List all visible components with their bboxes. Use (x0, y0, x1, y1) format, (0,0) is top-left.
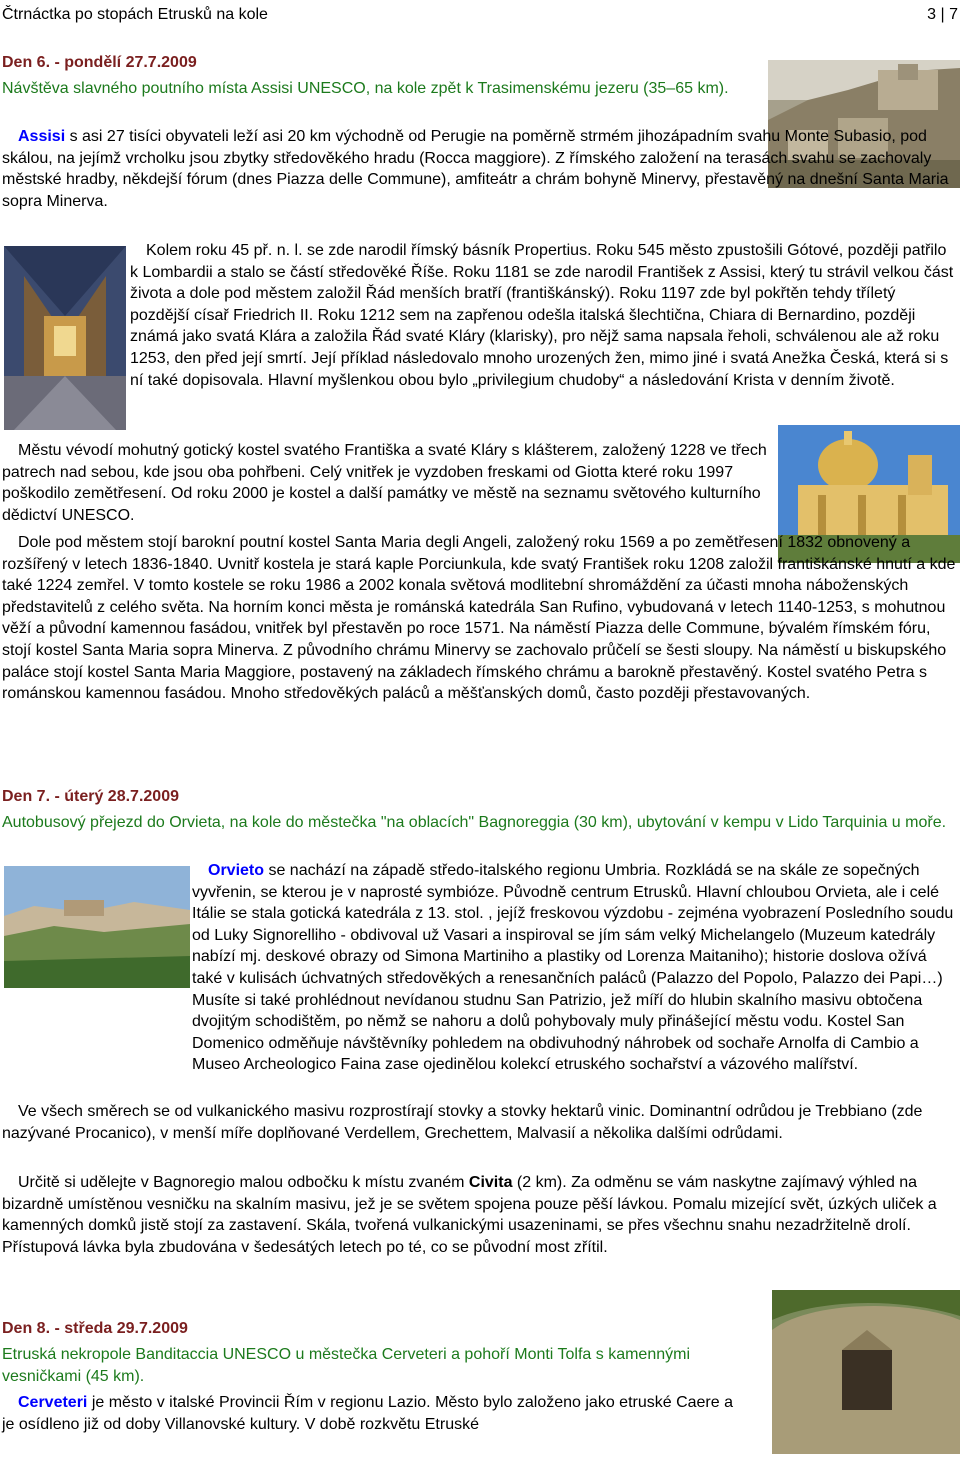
day7-paragraph-1-text: se nachází na západě středo-italského regionu Umbria. Rozkládá se na skále ze sopečných vyvřenin, se kterou je v naprosté symbióze. Původně centrum Etrusků. Hlavní chloubou Orvieta, ale i celé Itálie se stala gotická katedrála z 13. stol. , jejíž freskovou výzdobu - zejména vyobrazení Posledního soudu od Luky Signorelliho - obdivoval už Vasari a inspiroval se jím sám velký Michelangelo (Muzeum katedrály nabízí mj. deskové obrazy od Simona Martiniho a plastiky od Lorenza Maitaniho); historie doslova ožívá také v kulisách úchvatných středověkých a renesančních paláců (Palazzo del Popolo, Palazzo dei Papi…) Musíte si také prohlédnout nevídanou studnu San Patrizio, jež míří do hlubin skalního masivu obtočena dvojitým schodištěm, po němž se nahoru a dolů pohybovaly muly přinášející městu vodu. Kostel San Domenico odměňuje návštěvníky pohledem na obdivuhodný náhrobek od sochaře Arnolfa di Cambio a Museo Archeologico Faina zase ojedinělou kolekcí etruského sochařství a vázového malířství. (192, 862, 954, 1074)
day7-heading-block (2, 786, 958, 808)
day8-paragraph-1-text: je město v italské Provincii Řím v regionu Lazio. Město bylo založeno jako etruské Caere a je osídleno již od doby Villanovské kultury. V době rozkvětu Etruské (2, 1394, 733, 1433)
day7-paragraph-3-text-b: (2 km). Za odměnu se vám naskytne zajímavý výhled na bizardně umístěnou vesničku na skalním masivu, jež je se světem spojena pouze pěší lávkou. Pomalu mizející svět, úzkých uliček a kamenných domků jistě stojí za zastavení. Skála, tvořená vulkanickými usazeninami, se přes všechnu snahu nezadržitelně drolí. Přístupová lávka byla zbudována v šedesátých letech po té, co se původní most zřítil. (2, 1174, 937, 1256)
day6-paragraph-2-text: Kolem roku 45 př. n. l. se zde narodil římský básník Propertius. Roku 545 město zpustošili Gótové, později patřilo k Lombardii a stalo se částí středověké Říše. Roku 1181 se zde narodil František z Assisi, který tu strávil velkou část života a dole pod městem založil Řád menších bratří (františkánský). Roku 1197 zde byl pokřtěn tehdy tříletý pozdější císař Friedrich II. Roku 1212 sem na zapřenou odešla italská šlechtična, Chiara di Bernardino, později známá jako svatá Klára a založila Řád svaté Kláry (klarisky), pro nějž sama napsala řeholi, schválenou ale až roku 1253, den před její smrtí. Její příklad následovalo mnoho urozených žen, mimo jiné i svatá Anežka Česká, která si s ní také dopisovala. Hlavní myšlenkou obou bylo „privilegium chudoby“ a následování Krista v denním životě. (130, 242, 954, 389)
page-header (2, 4, 958, 26)
assisi-name: Assisi (18, 128, 66, 145)
basilica-interior-photo (4, 246, 126, 430)
day8-lead-block (2, 1344, 742, 1387)
day8-heading-block (2, 1318, 958, 1340)
day6-paragraph-4-text: Dole pod městem stojí barokní poutní kostel Santa Maria degli Angeli, založený roku 1569 a po zemětřesení 1832 obnovený a rozšířený v letech 1836-1840. Uvnitř kostela je stará kaple Porciunkula, kde svatý František roku 1208 založil františkánské hnutí a kde také 1224 zemřel. V tomto kostele se roku 1986 a 2002 konala světová modlitební shromáždění za účasti mnoha náboženských představitelů z celého světa. Na horním konci města je románská katedrála San Rufino, vybudovaná v letech 1140-1253, s mohutnou věží a původní kamennou fasádou, vnitřek byl přestavěn po roce 1571. Na náměstí Piazza delle Commune, bývalém římském fóru, stojí kostel Santa Maria sopra Minerva. Z původního chrámu Minervy se zachovalo průčelí se šesti sloupy. Na náměstí u biskupského paláce stojí kostel Santa Maria Maggiore, postavený na základech římského chrámu a barokně přestavěný. Kostel svatého Petra s románskou kamennou fasádou. Mnoho středověkých paláců a měšťanských domů, často později přestavovaných. (2, 534, 956, 703)
day7-paragraph-2 (2, 1101, 958, 1144)
day6-paragraph-1 (2, 126, 952, 212)
day6-paragraph-2 (130, 240, 958, 391)
day7-lead-block (2, 812, 958, 834)
civita-name: Civita (468, 1174, 513, 1191)
orvieto-name: Orvieto (208, 862, 265, 879)
day6-paragraph-3 (2, 440, 768, 526)
day6-lead-block (2, 78, 762, 100)
document-title: Čtrnáctka po stopách Etrusků na kole (2, 6, 268, 23)
day7-heading: Den 7. - úterý 28.7.2009 (2, 788, 179, 805)
day6-heading-block (2, 52, 958, 74)
day6-paragraph-1-text: s asi 27 tisíci obyvateli leží asi 20 km východně od Perugie na poměrně strmém jihozápadním svahu Monte Subasio, pod skálou, na jejímž vrcholku jsou zbytky středověkého hradu (Rocca maggiore). Z římského založení na terasách svahu se zachovaly městské hradby, někdejší fórum (dnes Piazza delle Commune), amfiteátr a chrám bohyně Minervy, přestavěný na dnešní Santa Maria sopra Minerva. (2, 128, 949, 210)
day7-paragraph-3-text-a: Určitě si udělejte v Bagnoregio malou odbočku k místu zvaném (18, 1174, 469, 1191)
day7-paragraph-1 (192, 860, 958, 1076)
day7-paragraph-2-text: Ve všech směrech se od vulkanického masivu rozprostírají stovky a stovky hektarů vinic. Dominantní odrůdou je Trebbiano (zde nazývané Procanico), v menší míře doplňované Verdellem, Grechettem, Malvasií a několika dalšími odrůdami. (2, 1103, 923, 1142)
necropolis-tomb-photo (772, 1290, 960, 1454)
day6-paragraph-3-text: Městu vévodí mohutný gotický kostel svatého Františka a svaté Kláry s klášterem, založený 1228 ve třech patrech nad sebou, kde jsou oba pohřbeni. Celý vnitřek je vyzdoben freskami od Giotta které roku 1997 poškodilo zemětřesení. Od roku 2000 je kostel a další památky ve městě na seznamu světového kulturního dědictví UNESCO. (2, 442, 767, 524)
day8-heading: Den 8. - středa 29.7.2009 (2, 1320, 188, 1337)
cerveteri-name: Cerveteri (18, 1394, 88, 1411)
day6-heading: Den 6. - pondělí 27.7.2009 (2, 54, 197, 71)
day6-lead: Návštěva slavného poutního místa Assisi UNESCO, na kole zpět k Trasimenskému jezeru (35–65 km). (2, 80, 729, 97)
day7-paragraph-3 (2, 1172, 958, 1258)
day6-paragraph-4 (2, 532, 958, 705)
day7-lead: Autobusový přejezd do Orvieta, na kole do městečka "na oblacích" Bagnoreggia (30 km), ubytování v kempu v Lido Tarquinia u moře. (2, 814, 947, 831)
orvieto-landscape-photo (4, 866, 190, 988)
day8-paragraph-1 (2, 1392, 742, 1435)
day8-lead: Etruská nekropole Banditaccia UNESCO u městečka Cerveteri a pohoří Monti Tolfa s kamennými vesničkami (45 km). (2, 1346, 691, 1385)
page-number: 3 | 7 (927, 6, 958, 23)
